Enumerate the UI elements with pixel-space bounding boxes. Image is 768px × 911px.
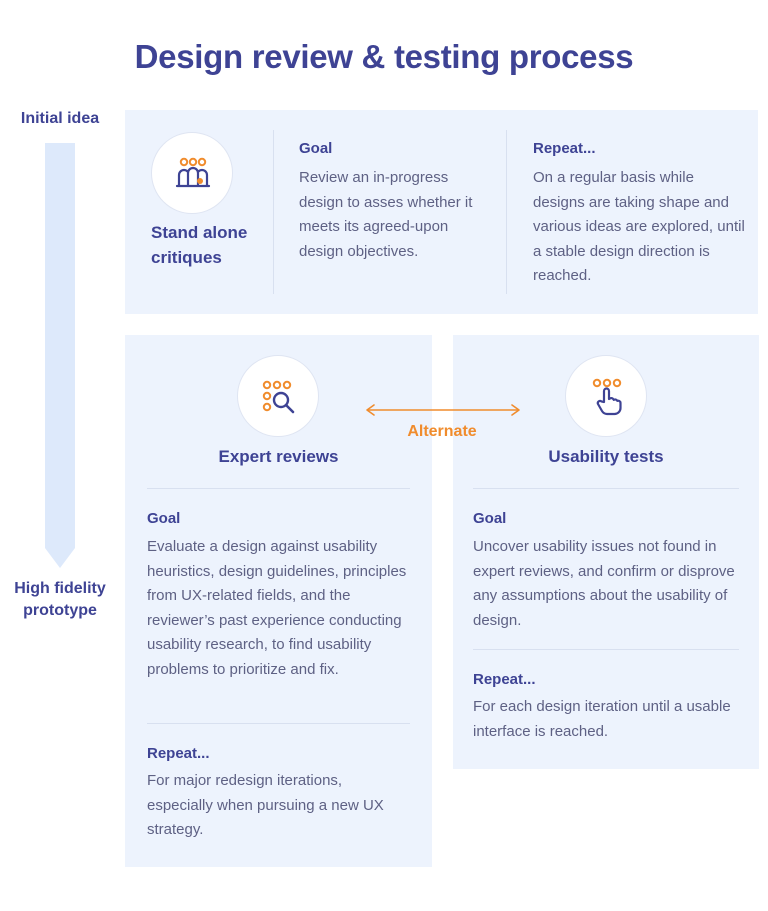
expert-reviews-repeat-text: For major redesign iterations, especially when pursuing a new UX strategy. — [147, 772, 384, 838]
critiques-repeat-heading: Repeat... — [533, 140, 596, 157]
expert-reviews-goal-heading: Goal — [147, 510, 181, 527]
start-stage-label: Initial idea — [20, 110, 100, 127]
expert-reviews-goal-text: Evaluate a design against usability heuristics, design guidelines, principles from UX-related fields, and the reviewer’s past experience conducting usability research, to find usability problems to prioritize and fix. — [147, 538, 407, 678]
usability-tests-repeat-text: For each design iteration until a usable interface is reached. — [473, 698, 731, 740]
end-stage-label: High fidelity prototype — [14, 580, 106, 619]
expert-reviews-repeat-heading: Repeat... — [147, 745, 210, 762]
expert-reviews-name: Expert reviews — [218, 447, 339, 466]
usability-tests-panel — [453, 335, 759, 769]
usability-tests-repeat-heading: Repeat... — [473, 671, 536, 688]
expert-reviews-divider-2 — [147, 723, 410, 724]
usability-tests-goal-text: Uncover usability issues not found in expert reviews, and confirm or disprove any assumptions about the usability of design. — [473, 538, 735, 629]
usability-tests-goal-heading: Goal — [473, 510, 507, 527]
critiques-goal-heading: Goal — [299, 140, 333, 157]
alternate-label: Alternate — [407, 423, 477, 440]
pointer-hand-icon — [587, 377, 627, 417]
usability-tests-divider-1 — [473, 488, 739, 489]
critiques-goal-text: Review an in-progress design to asses whether it meets its agreed-upon design objectives. — [299, 169, 473, 260]
progress-down-arrow — [45, 143, 75, 568]
critiques-panel — [125, 110, 758, 314]
page-title: Design review & testing process — [134, 38, 634, 75]
usability-tests-divider-2 — [473, 649, 739, 650]
expert-reviews-divider-1 — [147, 488, 410, 489]
critiques-name: Stand alone critiques — [151, 223, 248, 267]
usability-tests-name: Usability tests — [548, 447, 664, 466]
magnifier-search-icon — [259, 377, 299, 417]
critiques-divider-2 — [506, 130, 507, 294]
usability-tests-icon-badge — [565, 355, 647, 437]
expert-reviews-icon-badge — [237, 355, 319, 437]
critiques-divider-1 — [273, 130, 274, 294]
critiques-repeat-text: On a regular basis while designs are taking shape and various ideas are explored, until a stable design direction is reached. — [533, 169, 745, 284]
critiques-icon-badge — [151, 132, 233, 214]
people-group-icon — [173, 154, 213, 194]
alternate-double-arrow — [364, 402, 522, 418]
